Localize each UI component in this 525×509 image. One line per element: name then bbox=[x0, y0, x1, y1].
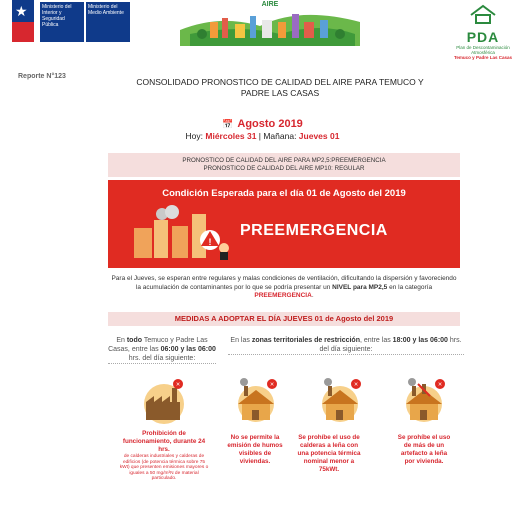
svg-text:×: × bbox=[175, 381, 181, 389]
ministry-interior-label: Ministerio del Interior y Seguridad Pública bbox=[40, 2, 84, 42]
restriction-visible-smoke: No se permite la emisión de humos visibles de viviendas. bbox=[227, 434, 283, 465]
factory-icon bbox=[136, 378, 186, 426]
measures-title: MEDIDAS A ADOPTAR EL DÍA JUEVES 01 de Agosto del 2019 bbox=[108, 312, 460, 326]
report-number: Reporte N°123 bbox=[18, 73, 66, 80]
house-boiler-icon bbox=[314, 376, 364, 424]
forecast-summary bbox=[108, 153, 460, 177]
condition-box bbox=[108, 180, 460, 268]
calendar-icon: 📅 bbox=[222, 119, 234, 129]
pda-mark: PDA bbox=[466, 29, 500, 45]
condition-title: Condición Esperada para el día 01 de Agosto del 2019 bbox=[162, 188, 406, 199]
restriction-industrial: Prohibición de funcionamiento, durante 24 hrs. de calderas industriales y calderas de edificios (de potencia térmica sobre 75 kWt) que presenten emisiones mayores o iguales a 50 mg/m³N de material particulado. bbox=[119, 430, 209, 481]
banner-text: AIRE bbox=[261, 1, 279, 8]
svg-text:×: × bbox=[437, 381, 443, 389]
pda-logo bbox=[452, 4, 514, 60]
house-stove-icon bbox=[398, 376, 448, 424]
forecast-mp25: PRONOSTICO DE CALIDAD DEL AIRE PARA MP2,5:PREEMERGENCIA bbox=[182, 157, 386, 164]
city-landscape-banner bbox=[180, 0, 360, 46]
pda-city: Temuco y Padre Las Casas bbox=[454, 55, 512, 60]
forecast-mp10: PRONOSTICO DE CALIDAD DEL AIRE MP10: REGULAR bbox=[203, 165, 365, 172]
restriction-one-stove: Se prohíbe el uso de más de un artefacto a leña por vivienda. bbox=[397, 434, 451, 465]
scope-all-city: En todo Temuco y Padre Las Casas, entre las 06:00 y las 06:00 hrs. del día siguiente: bbox=[108, 337, 216, 362]
month-heading: 📅 Agosto 2019 bbox=[222, 118, 303, 130]
svg-text:×: × bbox=[269, 381, 275, 389]
scope-restriction-zones: En las zonas territoriales de restricción, entre las 18:00 y las 06:00 hrs. del día siguiente: bbox=[228, 336, 464, 355]
svg-text:×: × bbox=[353, 381, 359, 389]
restriction-wood-boilers: Se prohíbe el uso de calderas a leña con una potencia térmica nominal menor a 75kWt. bbox=[297, 434, 361, 473]
alert-level: PREEMERGENCIA bbox=[240, 222, 388, 239]
smog-city-icon bbox=[132, 204, 232, 264]
house-smoke-icon bbox=[230, 376, 280, 424]
report-title: CONSOLIDADO PRONOSTICO DE CALIDAD DEL AIRE PARA TEMUCO Y PADRE LAS CASAS bbox=[136, 77, 424, 98]
forecast-description: Para el Jueves, se esperan entre regulares y malas condiciones de ventilación, dificultando la dispersión y favoreciendo la acumulación de contaminantes por lo que se podría presentar un NIVEL para MP2,5 en la categoría PREEMERGENCIA. bbox=[111, 275, 457, 299]
pda-subtitle: Plan de Descontaminación Atmosférica bbox=[456, 45, 510, 55]
ministry-environment-label: Ministerio del Medio Ambiente bbox=[86, 2, 130, 42]
svg-text:!: ! bbox=[208, 237, 212, 247]
house-icon bbox=[468, 4, 498, 24]
government-logo: ★ Ministerio del Interior y Seguridad Pública Ministerio del Medio Ambiente bbox=[12, 0, 106, 42]
days-line: Hoy: Miércoles 31 | Mañana: Jueves 01 bbox=[185, 131, 340, 141]
